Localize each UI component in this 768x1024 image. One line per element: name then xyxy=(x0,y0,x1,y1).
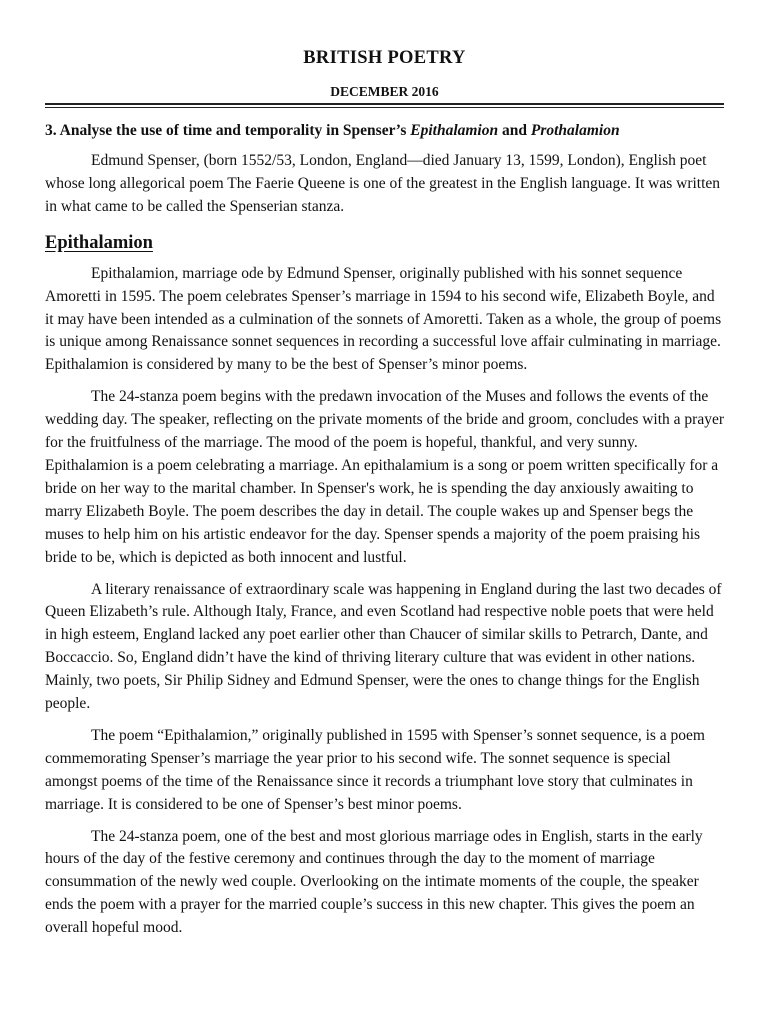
header-divider xyxy=(45,103,724,108)
document-date: DECEMBER 2016 xyxy=(330,84,439,99)
question-heading xyxy=(45,120,724,142)
intro-paragraph: Edmund Spenser, (born 1552/53, London, England—died January 13, 1599, London), English poet whose long allegorical poem The Faerie Queene is one of the greatest in the English language. It was written in what came to be called the Spenserian stanza. xyxy=(45,152,721,215)
body-paragraph: A literary renaissance of extraordinary scale was happening in England during the last two decades of Queen Elizabeth’s rule. Although Italy, France, and even Scotland had respective noble poets that were held in high esteem, England lacked any poet earlier other than Chaucer of similar skills to Petrarch, Dante, and Boccaccio. So, England didn’t have the kind of thriving literary culture that was evident in other nations. Mainly, two poets, Sir Philip Sidney and Edmund Spenser, were the ones to change things for the English people. xyxy=(45,580,722,713)
document-title: BRITISH POETRY xyxy=(303,48,466,68)
body-paragraph: The 24-stanza poem begins with the predawn invocation of the Muses and follows the events of the wedding day. The speaker, reflecting on the private moments of the bride and groom, concludes with a prayer for the fruitfulness of the marriage. The mood of the poem is hopeful, thankful, and very sunny. Epithalamion is a poem celebrating a marriage. An epithalamium is a song or poem written specifically for a bride on her way to the marital chamber. In Spenser's work, he is spending the day anxiously awaiting to marry Elizabeth Boyle. The poem describes the day in detail. The couple wakes up and Spenser begs the muses to help him on his artistic endeavor for the day. Spenser spends a majority of the poem praising his bride to be, which is depicted as both innocent and lustful. xyxy=(45,388,725,566)
question-work-epithalamion: Epithalamion xyxy=(410,122,499,139)
body-paragraph: The poem “Epithalamion,” originally published in 1595 with Spenser’s sonnet sequence, is a poem commemorating Spenser’s marriage the year prior to his second wife. The sonnet sequence is special amongst poems of the time of the Renaissance since it records a triumphant love story that culminates in marriage. It is considered to be one of Spenser’s best minor poems. xyxy=(45,726,705,813)
question-work-prothalamion: Prothalamion xyxy=(530,122,620,139)
section-heading: Epithalamion xyxy=(45,232,153,253)
body-paragraph: The 24-stanza poem, one of the best and most glorious marriage odes in English, starts in the early hours of the day of the festive ceremony and continues through the day to the moment of marriage consummation of the newly wed couple. Overlooking on the intimate moments of the couple, the speaker ends the poem with a prayer for the married couple’s success in this new chapter. This gives the poem an overall hopeful mood. xyxy=(45,827,703,937)
body-paragraph: Epithalamion, marriage ode by Edmund Spenser, originally published with his sonnet sequence Amoretti in 1595. The poem celebrates Spenser’s marriage in 1594 to his second wife, Elizabeth Boyle, and it may have been intended as a culmination of the sonnets of Amoretti. Taken as a whole, the group of poems is unique among Renaissance sonnet sequences in recording a successful love affair culminating in marriage. Epithalamion is considered by many to be the best of Spenser’s minor poems. xyxy=(45,264,722,374)
question-joiner: and xyxy=(498,122,531,139)
question-prefix: 3. Analyse the use of time and temporality in Spenser’s xyxy=(45,122,411,139)
